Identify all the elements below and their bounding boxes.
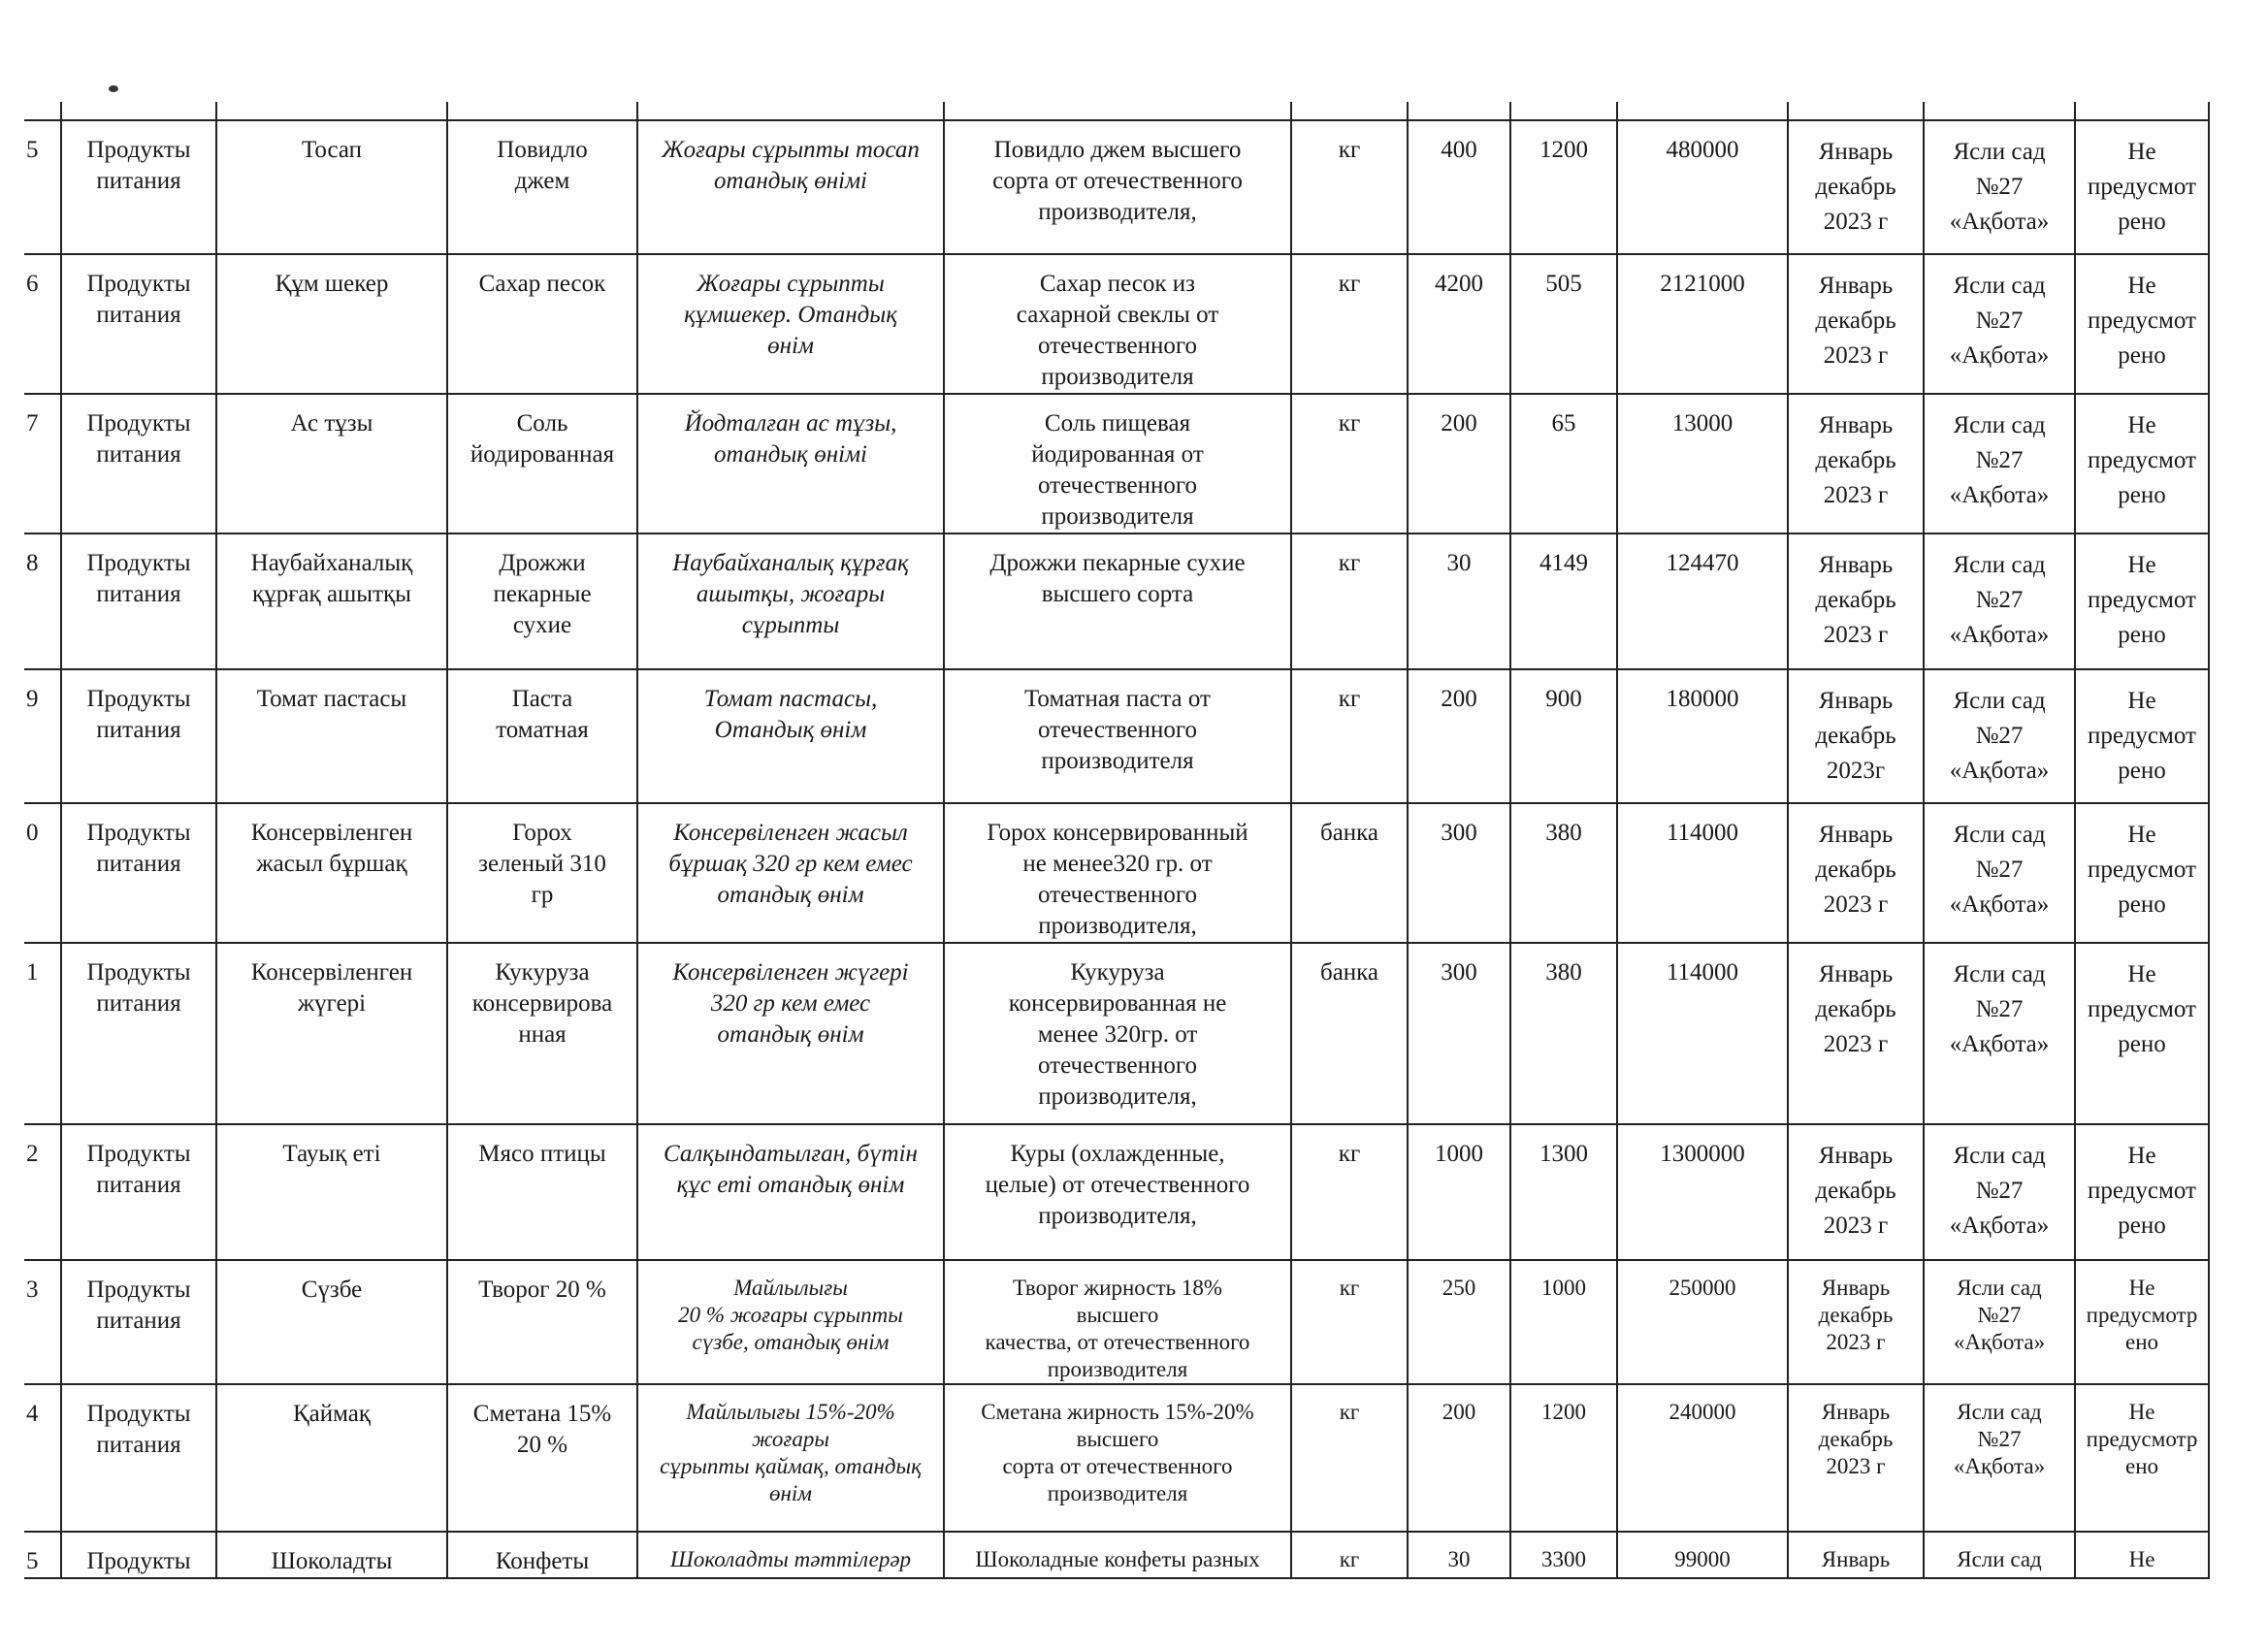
period-cell: Январь — [1788, 1532, 1924, 1578]
quantity-cell: 400 — [1408, 120, 1510, 254]
header-row-fragment — [24, 102, 2209, 120]
description-ru-cell: Шоколадные конфеты разных — [944, 1532, 1291, 1578]
description-kz-cell: Йодталған ас тұзы, отандық өнімі — [637, 394, 944, 534]
quantity-cell: 1000 — [1408, 1124, 1510, 1260]
unit-cell: кг — [1291, 1260, 1408, 1384]
place-cell: Ясли сад №27 «Ақбота» — [1924, 1384, 2075, 1532]
quantity-cell: 300 — [1408, 943, 1510, 1124]
description-ru-cell: Сахар песок из сахарной свеклы от отечественного производителя — [944, 254, 1291, 394]
category-cell: Продукты питания — [61, 1384, 216, 1532]
sum-cell: 124470 — [1617, 534, 1788, 669]
period-cell: Январь декабрь 2023 г — [1788, 394, 1924, 534]
place-cell: Ясли сад №27 «Ақбота» — [1924, 943, 2075, 1124]
period-cell: Январь декабрь 2023 г — [1788, 1124, 1924, 1260]
note-cell: Не предусмот рено — [2075, 394, 2209, 534]
category-cell: Продукты питания — [61, 803, 216, 943]
category-cell: Продукты питания — [61, 394, 216, 534]
category-cell: Продукты питания — [61, 669, 216, 803]
sum-cell: 240000 — [1617, 1384, 1788, 1532]
row-number: 5 — [24, 120, 61, 254]
note-cell: Не предусмот рено — [2075, 120, 2209, 254]
description-kz-cell: Майлылығы 15%-20% жоғары сұрыпты қаймақ, отандық өнім — [637, 1384, 944, 1532]
name-kz-cell: Ас тұзы — [216, 394, 447, 534]
category-cell: Продукты питания — [61, 120, 216, 254]
place-cell: Ясли сад №27 «Ақбота» — [1924, 254, 2075, 394]
table-row — [24, 1532, 2209, 1578]
price-cell: 505 — [1510, 254, 1617, 394]
place-cell: Ясли сад №27 «Ақбота» — [1924, 669, 2075, 803]
period-cell: Январь декабрь 2023 г — [1788, 943, 1924, 1124]
row-number: 0 — [24, 803, 61, 943]
table-row — [24, 943, 2209, 1124]
name-kz-cell: Қаймақ — [216, 1384, 447, 1532]
note-cell: Не предусмотр ено — [2075, 1260, 2209, 1384]
unit-cell: кг — [1291, 534, 1408, 669]
place-cell: Ясли сад №27 «Ақбота» — [1924, 534, 2075, 669]
note-cell: Не предусмот рено — [2075, 943, 2209, 1124]
note-cell: Не — [2075, 1532, 2209, 1578]
unit-cell: банка — [1291, 803, 1408, 943]
quantity-cell: 250 — [1408, 1260, 1510, 1384]
period-cell: Январь декабрь 2023г — [1788, 669, 1924, 803]
description-kz-cell: Майлылығы 20 % жоғары сұрыпты сүзбе, отандық өнім — [637, 1260, 944, 1384]
price-cell: 380 — [1510, 803, 1617, 943]
description-ru-cell: Сметана жирность 15%-20% высшего сорта от отечественного производителя — [944, 1384, 1291, 1532]
row-number: 6 — [24, 254, 61, 394]
name-kz-cell: Консервіленген жасыл бұршақ — [216, 803, 447, 943]
quantity-cell: 4200 — [1408, 254, 1510, 394]
unit-cell: кг — [1291, 394, 1408, 534]
name-ru-cell: Конфеты — [447, 1532, 637, 1578]
table-row — [24, 669, 2209, 803]
quantity-cell: 200 — [1408, 1384, 1510, 1532]
sum-cell: 1300000 — [1617, 1124, 1788, 1260]
description-ru-cell: Соль пищевая йодированная от отечественного производителя — [944, 394, 1291, 534]
price-cell: 1200 — [1510, 1384, 1617, 1532]
name-ru-cell: Кукуруза консервирова нная — [447, 943, 637, 1124]
table-row — [24, 120, 2209, 254]
description-kz-cell: Жоғары сұрыпты құмшекер. Отандық өнім — [637, 254, 944, 394]
period-cell: Январь декабрь 2023 г — [1788, 803, 1924, 943]
name-kz-cell: Құм шекер — [216, 254, 447, 394]
description-kz-cell: Шоколадты тәттілерәр — [637, 1532, 944, 1578]
name-ru-cell: Горох зеленый 310 гр — [447, 803, 637, 943]
note-cell: Не предусмотр ено — [2075, 1384, 2209, 1532]
description-ru-cell: Томатная паста от отечественного производителя — [944, 669, 1291, 803]
unit-cell: банка — [1291, 943, 1408, 1124]
row-number: 5 — [24, 1532, 61, 1578]
row-number: 8 — [24, 534, 61, 669]
note-cell: Не предусмот рено — [2075, 254, 2209, 394]
name-kz-cell: Тосап — [216, 120, 447, 254]
sum-cell: 99000 — [1617, 1532, 1788, 1578]
name-kz-cell: Сүзбе — [216, 1260, 447, 1384]
table-row — [24, 254, 2209, 394]
name-kz-cell: Томат пастасы — [216, 669, 447, 803]
description-ru-cell: Горох консервированный не менее320 гр. от отечественного производителя, — [944, 803, 1291, 943]
table-row — [24, 1260, 2209, 1384]
price-cell: 1300 — [1510, 1124, 1617, 1260]
name-kz-cell: Консервіленген жүгері — [216, 943, 447, 1124]
row-number: 2 — [24, 1124, 61, 1260]
sum-cell: 2121000 — [1617, 254, 1788, 394]
description-ru-cell: Творог жирность 18% высшего качества, от отечественного производителя — [944, 1260, 1291, 1384]
unit-cell: кг — [1291, 1124, 1408, 1260]
quantity-cell: 30 — [1408, 534, 1510, 669]
period-cell: Январь декабрь 2023 г — [1788, 120, 1924, 254]
name-kz-cell: Тауық еті — [216, 1124, 447, 1260]
description-kz-cell: Наубайханалық құрғақ ашытқы, жоғары сұрыпты — [637, 534, 944, 669]
period-cell: Январь декабрь 2023 г — [1788, 1260, 1924, 1384]
note-cell: Не предусмот рено — [2075, 669, 2209, 803]
price-cell: 1200 — [1510, 120, 1617, 254]
name-ru-cell: Паста томатная — [447, 669, 637, 803]
place-cell: Ясли сад №27 «Ақбота» — [1924, 120, 2075, 254]
description-kz-cell: Жоғары сұрыпты тосап отандық өнімі — [637, 120, 944, 254]
description-kz-cell: Томат пастасы, Отандық өнім — [637, 669, 944, 803]
sum-cell: 480000 — [1617, 120, 1788, 254]
table-row — [24, 1384, 2209, 1532]
place-cell: Ясли сад №27 «Ақбота» — [1924, 1124, 2075, 1260]
unit-cell: кг — [1291, 1532, 1408, 1578]
place-cell: Ясли сад №27 «Ақбота» — [1924, 803, 2075, 943]
description-kz-cell: Консервіленген жасыл бұршақ 320 гр кем емес отандық өнім — [637, 803, 944, 943]
quantity-cell: 30 — [1408, 1532, 1510, 1578]
table-row — [24, 534, 2209, 669]
sum-cell: 180000 — [1617, 669, 1788, 803]
place-cell: Ясли сад №27 «Ақбота» — [1924, 394, 2075, 534]
note-cell: Не предусмот рено — [2075, 803, 2209, 943]
quantity-cell: 200 — [1408, 669, 1510, 803]
row-number: 7 — [24, 394, 61, 534]
description-ru-cell: Кукуруза консервированная не менее 320гр. от отечественного производителя, — [944, 943, 1291, 1124]
description-ru-cell: Куры (охлажденные, целые) от отечественного производителя, — [944, 1124, 1291, 1260]
unit-cell: кг — [1291, 669, 1408, 803]
name-ru-cell: Соль йодированная — [447, 394, 637, 534]
unit-cell: кг — [1291, 1384, 1408, 1532]
name-ru-cell: Дрожжи пекарные сухие — [447, 534, 637, 669]
price-cell: 65 — [1510, 394, 1617, 534]
description-ru-cell: Дрожжи пекарные сухие высшего сорта — [944, 534, 1291, 669]
name-ru-cell: Творог 20 % — [447, 1260, 637, 1384]
category-cell: Продукты питания — [61, 534, 216, 669]
sum-cell: 114000 — [1617, 943, 1788, 1124]
table-row — [24, 1124, 2209, 1260]
place-cell: Ясли сад — [1924, 1532, 2075, 1578]
price-cell: 4149 — [1510, 534, 1617, 669]
category-cell: Продукты питания — [61, 254, 216, 394]
table-row — [24, 394, 2209, 534]
place-cell: Ясли сад №27 «Ақбота» — [1924, 1260, 2075, 1384]
category-cell: Продукты питания — [61, 1260, 216, 1384]
description-kz-cell: Консервіленген жүгері 320 гр кем емес отандық өнім — [637, 943, 944, 1124]
period-cell: Январь декабрь 2023 г — [1788, 534, 1924, 669]
row-number: 9 — [24, 669, 61, 803]
price-cell: 900 — [1510, 669, 1617, 803]
name-ru-cell: Повидло джем — [447, 120, 637, 254]
price-cell: 3300 — [1510, 1532, 1617, 1578]
quantity-cell: 200 — [1408, 394, 1510, 534]
sum-cell: 250000 — [1617, 1260, 1788, 1384]
period-cell: Январь декабрь 2023 г — [1788, 1384, 1924, 1532]
category-cell: Продукты — [61, 1532, 216, 1578]
name-kz-cell: Наубайханалық құрғақ ашытқы — [216, 534, 447, 669]
price-cell: 1000 — [1510, 1260, 1617, 1384]
period-cell: Январь декабрь 2023 г — [1788, 254, 1924, 394]
row-number: 4 — [24, 1384, 61, 1532]
note-cell: Не предусмот рено — [2075, 1124, 2209, 1260]
name-ru-cell: Мясо птицы — [447, 1124, 637, 1260]
quantity-cell: 300 — [1408, 803, 1510, 943]
price-cell: 380 — [1510, 943, 1617, 1124]
procurement-table — [24, 102, 2210, 1579]
category-cell: Продукты питания — [61, 943, 216, 1124]
note-cell: Не предусмот рено — [2075, 534, 2209, 669]
sum-cell: 13000 — [1617, 394, 1788, 534]
table-row — [24, 803, 2209, 943]
scan-speck — [109, 85, 118, 92]
name-kz-cell: Шоколадты — [216, 1532, 447, 1578]
description-ru-cell: Повидло джем высшего сорта от отечественного производителя, — [944, 120, 1291, 254]
name-ru-cell: Сахар песок — [447, 254, 637, 394]
row-number: 3 — [24, 1260, 61, 1384]
row-number: 1 — [24, 943, 61, 1124]
description-kz-cell: Салқындатылған, бүтін құс еті отандық өнім — [637, 1124, 944, 1260]
sum-cell: 114000 — [1617, 803, 1788, 943]
category-cell: Продукты питания — [61, 1124, 216, 1260]
unit-cell: кг — [1291, 254, 1408, 394]
name-ru-cell: Сметана 15% 20 % — [447, 1384, 637, 1532]
unit-cell: кг — [1291, 120, 1408, 254]
